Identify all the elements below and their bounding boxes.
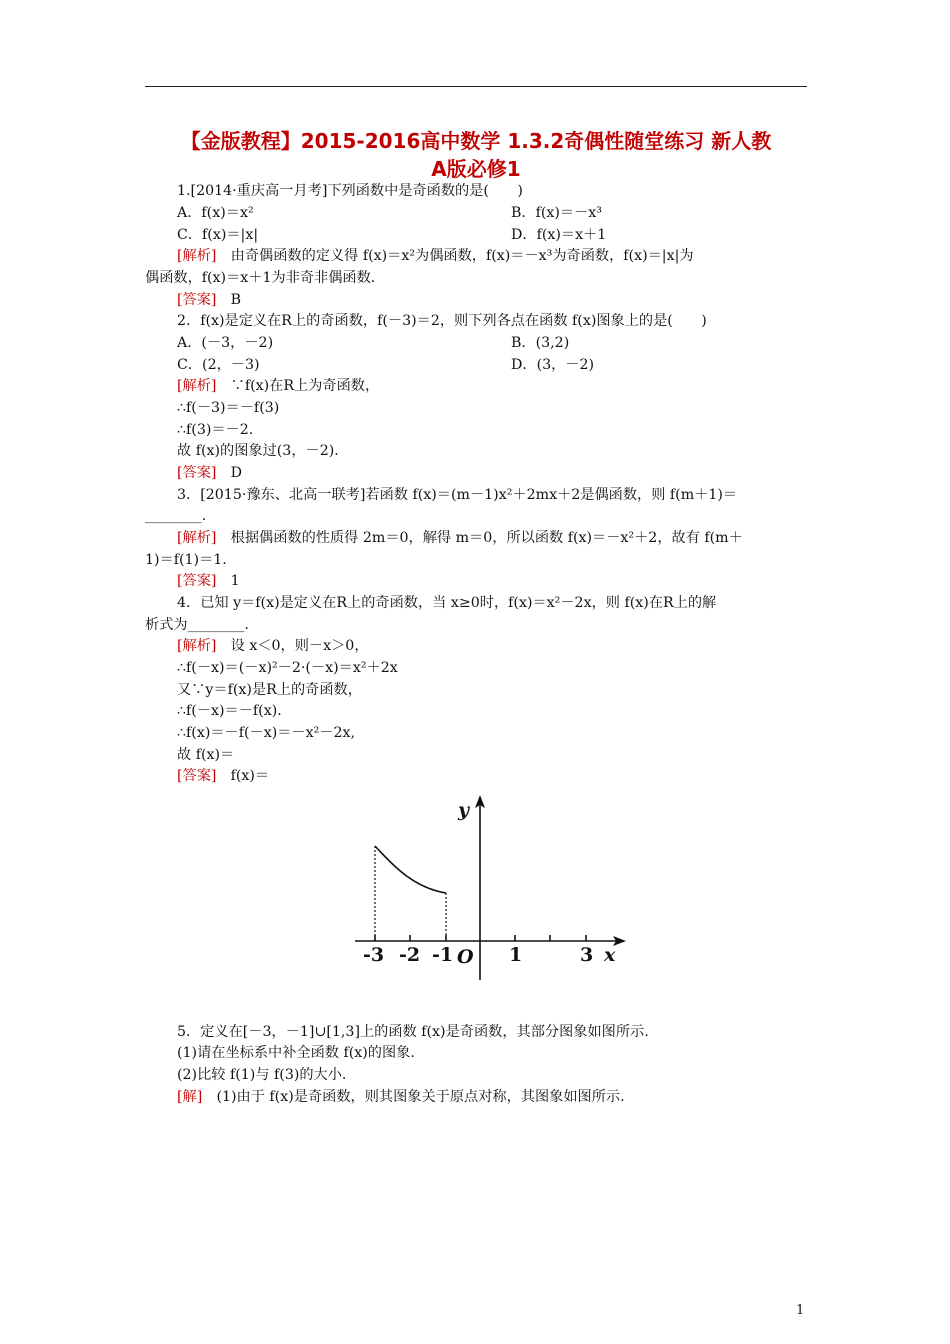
q2-stem: 2．f(x)是定义在R上的奇函数，f(－3)＝2，则下列各点在函数 f(x)图象上的是( ) (177, 313, 707, 329)
q4-analysis-line6: 故 f(x)＝ (177, 747, 235, 763)
q1-option-b: B．f(x)＝－x³ (511, 205, 602, 221)
q2-option-c: C．(2，－3) (177, 357, 260, 373)
q4-analysis-text: 设 x＜0，则－x＞0， (216, 638, 369, 654)
analysis-tag: [解析] (177, 638, 217, 654)
q4-analysis-line4: ∴f(－x)＝－f(x)． (177, 703, 292, 719)
q5-part2: (2)比较 f(1)与 f(3)的大小. (177, 1067, 347, 1083)
q1-analysis-text: 由奇偶函数的定义得 f(x)＝x²为偶函数，f(x)＝－x³为奇函数，f(x)＝|x|为 (216, 248, 694, 264)
q3-analysis-cont: 1)＝f(1)＝1. (145, 552, 227, 568)
q2-analysis-line3: ∴f(3)＝－2. (177, 422, 254, 438)
q3-answer-text: 1 (216, 573, 240, 589)
analysis-tag: [解析] (177, 248, 217, 264)
q1-stem: 1.[2014·重庆高一月考]下列函数中是奇函数的是( ) (177, 183, 523, 199)
tick-label-3: 3 (580, 944, 594, 966)
q4-stem-cont: 析式为________. (145, 617, 249, 633)
analysis-tag: [解析] (177, 378, 217, 394)
y-axis-label: y (458, 799, 470, 821)
doc-title-line1: 【金版教程】2015-2016高中数学 1.3.2奇偶性随堂练习 新人教 (180, 129, 772, 153)
q1-option-c: C．f(x)＝|x| (177, 227, 259, 243)
q1-option-d: D．f(x)＝x＋1 (511, 227, 607, 243)
solution-tag: [解] (177, 1089, 203, 1105)
q1-option-a: A．f(x)＝x² (177, 205, 254, 221)
q3-stem-blank: ________. (145, 508, 207, 524)
analysis-tag: [解析] (177, 530, 217, 546)
q4-analysis-line2: ∴f(－x)＝(－x)²－2·(－x)＝x²＋2x (177, 660, 398, 676)
q5-stem: 5．定义在[－3，－1]∪[1,3]上的函数 f(x)是奇函数，其部分图象如图所示. (177, 1024, 649, 1040)
q2-analysis-line2: ∴f(－3)＝－f(3) (177, 400, 280, 416)
answer-tag: [答案] (177, 573, 217, 589)
q2-option-b: B．(3,2) (511, 335, 570, 351)
q2-option-d: D．(3，－2) (511, 357, 595, 373)
tick-label-neg3: -3 (363, 944, 385, 966)
answer-tag: [答案] (177, 768, 217, 784)
q2-analysis-line4: 故 f(x)的图象过(3，－2)． (177, 443, 349, 459)
q4-answer-text: f(x)＝ (216, 768, 270, 784)
q4-stem: 4．已知 y＝f(x)是定义在R上的奇函数，当 x≥0时，f(x)＝x²－2x，则 f(x)在R上的解 (177, 595, 717, 611)
q2-answer-text: D (216, 465, 243, 481)
tick-label-neg1: -1 (432, 944, 454, 966)
answer-tag: [答案] (177, 465, 217, 481)
q3-stem: 3．[2015·豫东、北高一联考]若函数 f(x)＝(m－1)x²＋2mx＋2是偶函数，则 f(m＋1)＝ (177, 487, 738, 503)
function-curve (375, 846, 446, 893)
q5-part1: (1)请在坐标系中补全函数 f(x)的图象. (177, 1045, 415, 1061)
q5-solution-text: (1)由于 f(x)是奇函数，则其图象关于原点对称，其图象如图所示. (202, 1089, 625, 1105)
tick-label-1: 1 (509, 944, 523, 966)
q1-answer-text: B (216, 292, 242, 308)
q5-solution (177, 1087, 625, 1107)
x-axis-label: x (604, 944, 616, 966)
doc-title-line2: A版必修1 (431, 157, 521, 181)
answer-tag: [答案] (177, 292, 217, 308)
q4-analysis-line3: 又∵y＝f(x)是R上的奇函数， (177, 682, 362, 698)
q2-option-a: A．(－3，－2) (177, 335, 274, 351)
q1-analysis-cont: 偶函数，f(x)＝x＋1为非奇非偶函数． (145, 270, 385, 286)
q4-analysis-line5: ∴f(x)＝－f(－x)＝－x²－2x, (177, 725, 356, 741)
tick-label-neg2: -2 (399, 944, 421, 966)
q2-analysis-text: ∵f(x)在R上为奇函数， (216, 378, 380, 394)
page-number: 1 (796, 1303, 805, 1318)
origin-label: O (457, 946, 474, 968)
q3-analysis-text: 根据偶函数的性质得 2m＝0，解得 m＝0，所以函数 f(x)＝－x²＋2，故有 f(m＋ (216, 530, 743, 546)
